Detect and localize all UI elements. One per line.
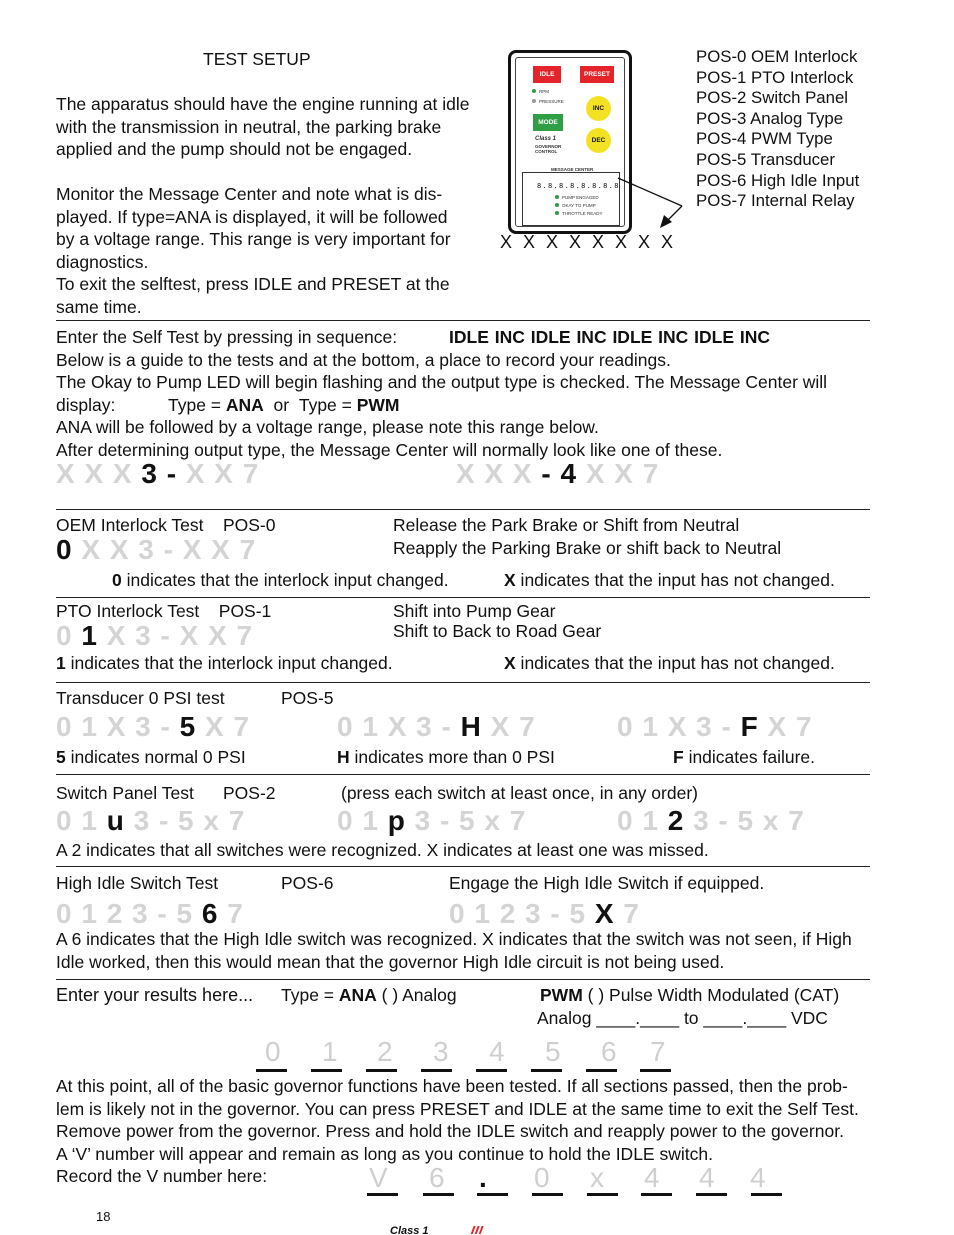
selftest-line-5: ANA will be followed by a voltage range, please note this range below. [56,417,599,437]
transducer-test-title: Transducer 0 PSI test [56,688,225,708]
divider [56,320,870,321]
pointer-arrow-icon [612,170,692,232]
position-x-row: X X X X X X X X [500,232,674,252]
inc-button-graphic: INC [586,96,611,121]
pos-2-label: POS-2 Switch Panel [696,88,849,108]
v-slot-5[interactable]: 4 [644,1162,660,1193]
position-legend [696,47,859,212]
pos-3-label: POS-3 Analog Type [696,108,844,128]
seven-segment-display: 8.8.8.8.8.8.8.8 [537,182,620,190]
brand-logo: Class 1 [535,136,557,142]
results-ana-option: Type = ANA ( ) Analog [281,985,457,1005]
setup-paragraph-1: The apparatus should have the engine running at idle with the transmission in neutral, the parking brake applied and the pump should not be engaged. [56,94,470,159]
transducer-display-failure: 0 1 X 3 - F X 7 [617,711,813,742]
transducer-note-failure: F indicates failure. [673,747,816,767]
pto-note-unchanged: X indicates that the input has not changed. [504,653,835,673]
selftest-line-6: After determining output type, the Message Center will normally look like one of these. [56,440,723,460]
result-slot-0[interactable]: 0 [265,1036,281,1067]
pos-4-label: POS-4 PWM Type [696,129,833,149]
governor-control-label: GOVERNOR CONTROL [535,144,562,154]
divider [56,682,870,683]
switch-note: A 2 indicates that all switches were recognized. X indicates at least one was missed. [56,840,709,860]
result-slot-4[interactable]: 4 [489,1036,505,1067]
pto-test-title: PTO Interlock Test POS-1 [56,601,272,621]
message-center-label: MESSAGE CENTER [551,167,594,172]
v-underline [367,1193,398,1196]
setup-paragraph-2: Monitor the Message Center and note what is dis- played. If type=ANA is displayed, it will be followed by a voltage range. This range is very important for diagnostics. To exit the selftest, press IDLE and PRESET at the same time. [56,184,451,317]
result-underline [640,1069,671,1072]
pump-engaged-led-icon [555,195,559,199]
v-slot-6[interactable]: 4 [699,1162,715,1193]
selftest-line-3: The Okay to Pump LED will begin flashing and the output type is checked. The Message Center will [56,372,828,392]
oem-note-changed: 0 indicates that the interlock input changed. [112,570,449,590]
high-idle-note-1: A 6 indicates that the High Idle switch was recognized. X indicates that the switch was not seen, if High [56,929,852,949]
divider [56,597,870,598]
throttle-ready-led-icon [555,211,559,215]
closing-paragraph: At this point, all of the basic governor functions have been tested. If all sections passed, then the prob- lem is likely not in the governor. You can press PRESET and IDLE at the same time to exit the Self Test. Remove power from the governor. Press and hold the IDLE switch and reapply power to the governor. A ‘V’ number will appear and remain as long as you continue to hold the IDLE switch. [56,1076,859,1164]
example-display-ana: X X X 3 - X X 7 [56,458,260,489]
logo-text: Class 1 [390,1225,429,1235]
oem-action-2: Reapply the Parking Brake or shift back to Neutral [393,538,782,558]
result-slot-1[interactable]: 1 [322,1036,338,1067]
v-slot-0[interactable]: V [369,1162,388,1193]
switch-display-b: 0 1 p 3 - 5 x 7 [337,805,527,836]
result-underline [256,1069,287,1072]
transducer-note-normal: 5 indicates normal 0 PSI [56,747,246,767]
section-title: TEST SETUP [203,49,311,69]
pos-6-label: POS-6 High Idle Input [696,170,860,190]
class1-logo [390,1225,486,1235]
v-slot-7[interactable]: 4 [750,1162,766,1193]
results-pwm-option: PWM ( ) Pulse Width Modulated (CAT) [540,985,840,1005]
switch-display-a: 0 1 u 3 - 5 x 7 [56,805,246,836]
v-number-label: Record the V number here: [56,1166,268,1186]
v-underline [696,1193,727,1196]
switch-instruction: (press each switch at least once, in any order) [341,783,698,803]
mode-button-graphic: MODE [533,114,563,131]
result-slot-7[interactable]: 7 [650,1036,666,1067]
transducer-display-high: 0 1 X 3 - H X 7 [337,711,536,742]
v-underline [477,1193,508,1196]
v-underline [641,1193,672,1196]
pto-action-2: Shift to Back to Road Gear [393,621,602,641]
result-slot-6[interactable]: 6 [601,1036,617,1067]
transducer-display-normal: 0 1 X 3 - 5 X 7 [56,711,251,742]
pto-action-1: Shift into Pump Gear [393,601,556,621]
pos-7-label: POS-7 Internal Relay [696,191,855,211]
v-underline [423,1193,454,1196]
result-underline [586,1069,617,1072]
high-idle-note-2: Idle worked, then this would mean that the governor High Idle circuit is not being used. [56,952,725,972]
high-idle-display-ok: 0 1 2 3 - 5 6 7 [56,898,244,929]
result-underline [311,1069,342,1072]
dec-button-graphic: DEC [586,128,611,153]
transducer-pos: POS-5 [281,688,334,708]
pto-display: 0 1 X 3 - X X 7 [56,620,254,651]
idle-button-graphic: IDLE [533,66,561,83]
result-underline [531,1069,562,1072]
switch-display-c: 0 1 2 3 - 5 x 7 [617,805,805,836]
rpm-label: RPM [539,89,549,94]
logo-stripe-icon [471,1226,476,1234]
logo-stripe-icon [479,1226,484,1234]
pressure-led-icon [532,99,536,103]
pos-5-label: POS-5 Transducer [696,149,835,169]
divider [56,979,870,980]
pto-note-changed: 1 indicates that the interlock input changed. [56,653,393,673]
preset-button-graphic: PRESET [580,66,614,83]
page-number: 18 [96,1209,111,1224]
throttle-ready-label: THROTTLE READY [562,211,603,216]
rpm-led-icon [532,89,536,93]
oem-test-title: OEM Interlock Test POS-0 [56,515,276,535]
selftest-enter-label: Enter the Self Test by pressing in sequence: [56,327,398,347]
type-options: Type = ANA or Type = PWM [168,395,400,415]
pos-1-label: POS-1 PTO Interlock [696,67,854,87]
results-label: Enter your results here... [56,985,254,1005]
result-slot-2[interactable]: 2 [377,1036,393,1067]
selftest-sequence: IDLE INC IDLE INC IDLE INC IDLE INC [449,327,771,347]
divider [56,509,870,510]
results-analog-range: Analog ____.____ to ____.____ VDC [537,1008,828,1028]
transducer-note-high: H indicates more than 0 PSI [337,747,555,767]
v-underline [587,1193,618,1196]
v-slot-3[interactable]: 0 [534,1162,550,1193]
okay-to-pump-led-icon [555,203,559,207]
oem-display: 0 X X 3 - X X 7 [56,534,257,565]
divider [56,774,870,775]
high-idle-action: Engage the High Idle Switch if equipped. [449,873,765,893]
message-center-box [522,167,620,226]
pressure-label: PRESSURE [539,99,564,104]
okay-to-pump-label: OKAY TO PUMP [562,203,596,208]
selftest-line-2: Below is a guide to the tests and at the bottom, a place to record your readings. [56,350,671,370]
example-display-pwm: X X X - 4 X X 7 [456,458,660,489]
v-underline [532,1193,563,1196]
v-slot-1[interactable]: 6 [429,1162,445,1193]
switch-test-title: Switch Panel Test POS-2 [56,783,276,803]
v-slot-4[interactable]: x [590,1162,604,1193]
high-idle-display-missing: 0 1 2 3 - 5 X 7 [449,898,640,929]
result-underline [421,1069,452,1072]
result-slot-5[interactable]: 5 [545,1036,561,1067]
pump-engaged-label: PUMP ENGAGED [562,195,599,200]
result-underline [366,1069,397,1072]
result-slot-3[interactable]: 3 [433,1036,449,1067]
high-idle-pos: POS-6 [281,873,334,893]
result-underline [476,1069,507,1072]
selftest-display-label: display: [56,395,116,415]
oem-note-unchanged: X indicates that the input has not changed. [504,570,835,590]
v-underline [751,1193,782,1196]
logo-stripe-icon [475,1226,480,1234]
pos-0-label: POS-0 OEM Interlock [696,47,858,66]
high-idle-test-title: High Idle Switch Test [56,873,219,893]
oem-action-1: Release the Park Brake or Shift from Neutral [393,515,740,535]
divider [56,866,870,867]
v-slot-2[interactable]: . [479,1162,487,1193]
